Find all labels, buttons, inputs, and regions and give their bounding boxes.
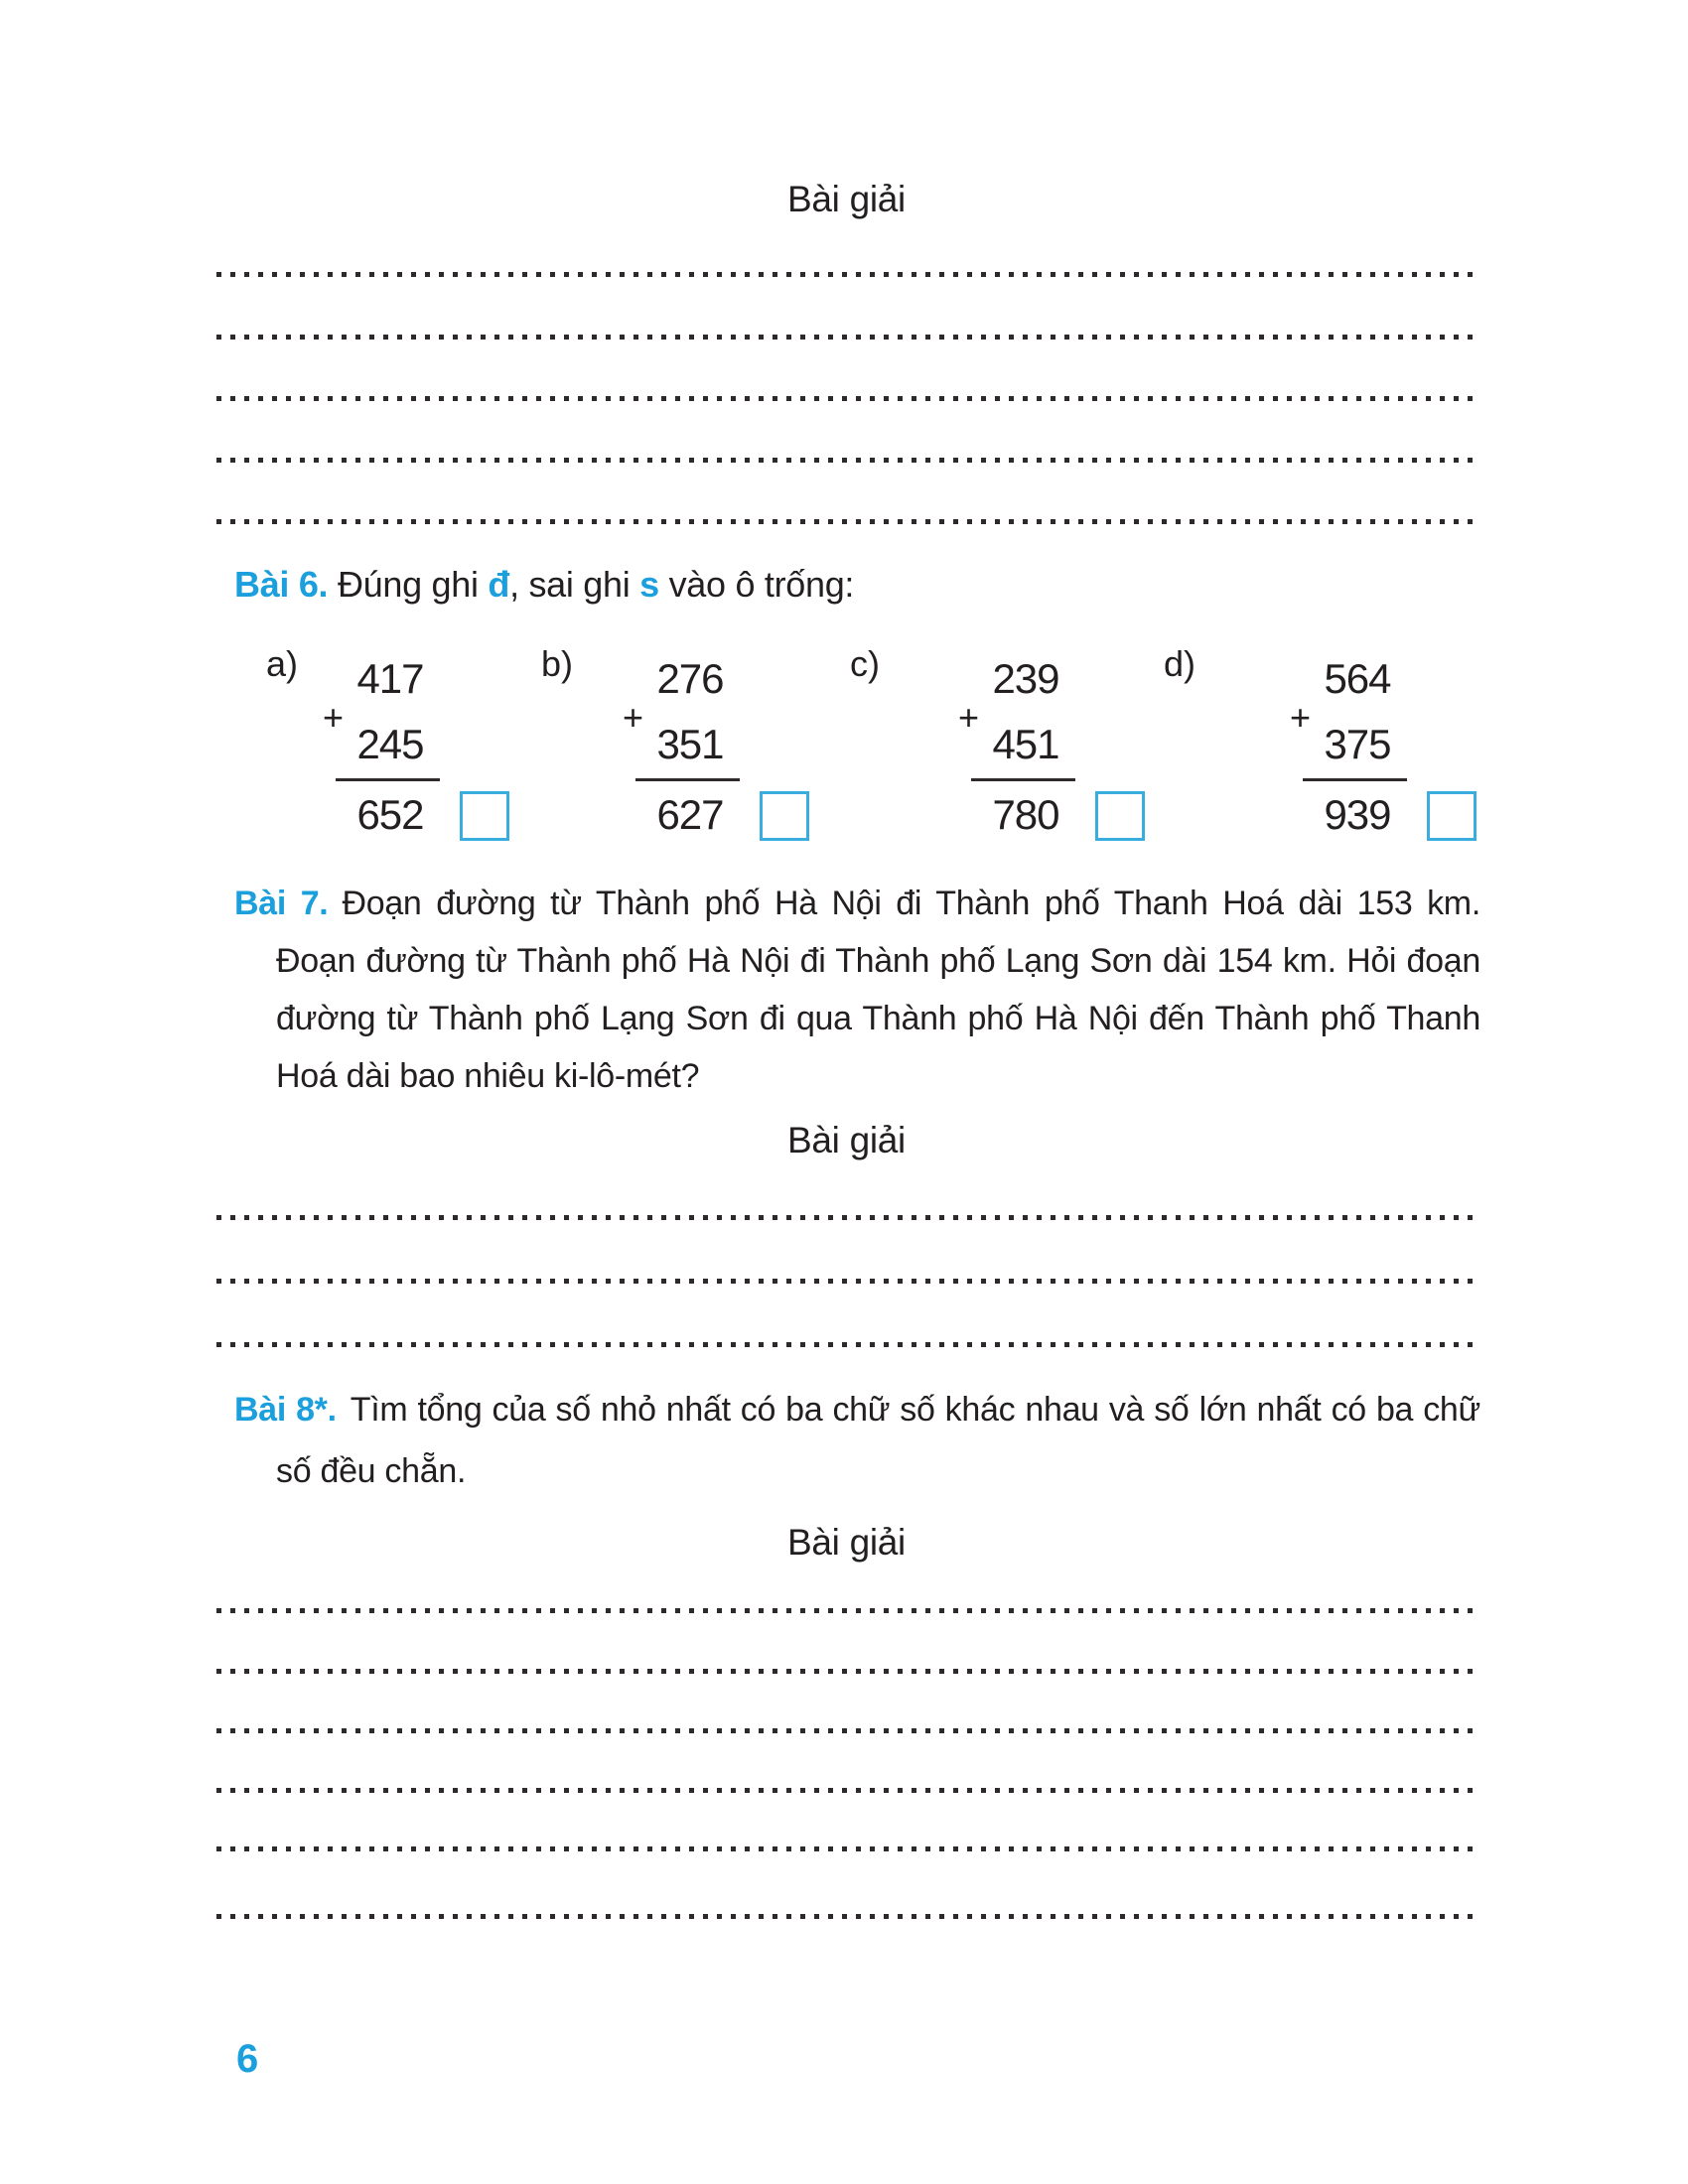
exercise8-label: Bài 8*. [234,1391,337,1429]
dotted-answer-line [216,1914,1477,1919]
exercise6-prompt-part: vào ô trống: [658,564,855,605]
exercise7-label: Bài 7. [234,885,329,922]
sum-rule [1303,778,1407,781]
sum: 939 [1324,791,1391,838]
plus-sign: + [1290,697,1312,738]
dotted-answer-line [216,458,1477,463]
dotted-answer-line [216,1846,1477,1851]
dotted-answer-line [216,1608,1477,1613]
solution-heading-3: Bài giải [787,1522,906,1563]
problem-key: a) [266,643,299,684]
problem-key: d) [1164,643,1196,684]
addend1: 276 [656,655,724,702]
sum-rule [971,778,1075,781]
exercise8-line2: số đều chẵn. [276,1452,467,1490]
dotted-answer-line [216,1669,1477,1674]
addend1: 417 [356,655,424,702]
exercise6-prompt-part: Đúng ghi [337,564,489,605]
answer-box-a[interactable] [460,791,509,841]
dotted-answer-line [216,1342,1477,1347]
page-number: 6 [236,2037,259,2081]
addend1: 239 [992,655,1059,702]
exercise7-line4: Hoá dài bao nhiêu ki-lô-mét? [276,1057,700,1095]
exercise7-line2: Đoạn đường từ Thành phố Hà Nội đi Thành phố Lạng Sơn dài 154 km. Hỏi đoạn [276,942,1480,980]
dotted-answer-line [216,272,1477,277]
sum: 627 [656,791,724,838]
solution-heading-1: Bài giải [787,179,906,219]
problem-key: c) [850,643,880,684]
exercise6-prompt-sai: s [639,564,659,605]
exercise7-line1 [234,882,1480,925]
dotted-answer-line [216,1215,1477,1220]
exercise6-prompt-dung: đ [488,564,510,605]
dotted-answer-line [216,1788,1477,1793]
addend2: 451 [992,721,1059,767]
addend1: 564 [1324,655,1391,702]
addend2: 375 [1324,721,1391,767]
sum-rule [336,778,440,781]
answer-box-c[interactable] [1095,791,1145,841]
dotted-answer-line [216,396,1477,401]
dotted-answer-line [216,335,1477,340]
sum-rule [635,778,740,781]
addend2: 245 [356,721,424,767]
dotted-answer-line [216,1728,1477,1733]
exercise8-line1 [234,1388,1480,1432]
exercise6-prompt-part: , sai ghi [509,564,640,605]
plus-sign: + [323,697,345,738]
solution-heading-2: Bài giải [787,1120,906,1160]
dotted-answer-line [216,1279,1477,1284]
plus-sign: + [623,697,644,738]
addend2: 351 [656,721,724,767]
exercise8-text: Tìm tổng của số nhỏ nhất có ba chữ số khác nhau và số lớn nhất có ba chữ [350,1391,1480,1429]
exercise7-line3: đường từ Thành phố Lạng Sơn đi qua Thành phố Hà Nội đến Thành phố Thanh [276,1000,1480,1037]
dotted-answer-line [216,519,1477,524]
answer-box-d[interactable] [1427,791,1477,841]
plus-sign: + [958,697,980,738]
exercise6-label: Bài 6. [234,564,329,605]
exercise6-heading [234,564,1480,606]
sum: 780 [992,791,1059,838]
sum: 652 [356,791,424,838]
answer-box-b[interactable] [760,791,809,841]
problem-key: b) [541,643,574,684]
exercise7-text: Đoạn đường từ Thành phố Hà Nội đi Thành phố Thanh Hoá dài 153 km. [342,885,1480,922]
